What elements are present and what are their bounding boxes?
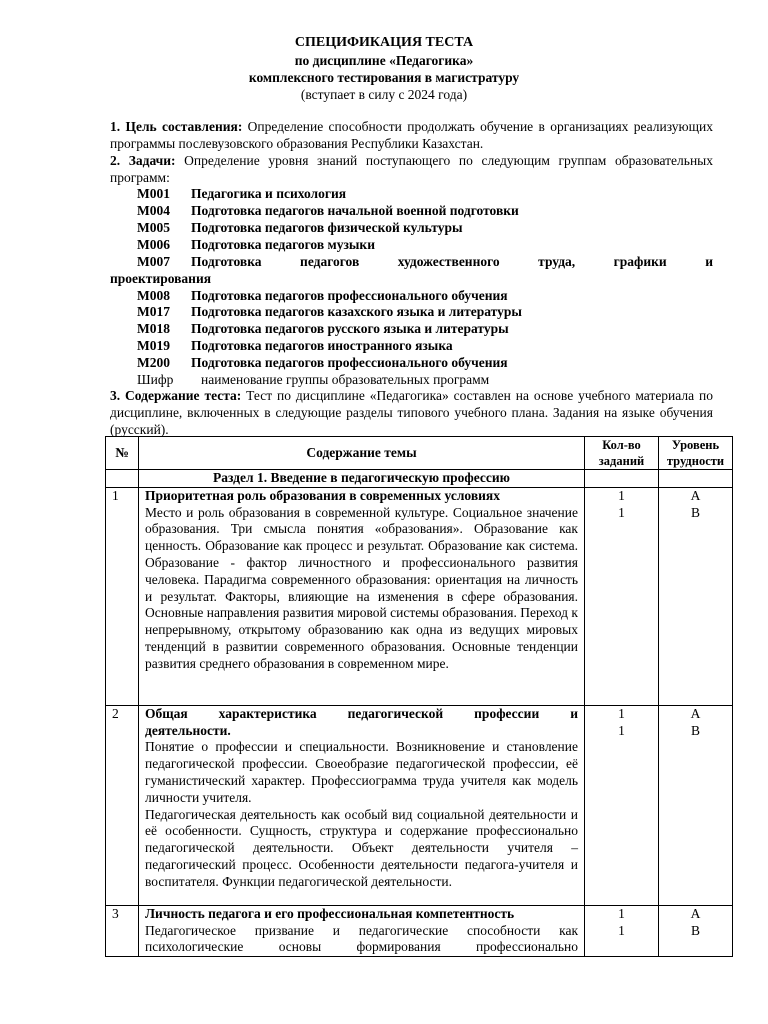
section-row: [106, 470, 733, 488]
content-label: 3. Содержание теста:: [110, 388, 242, 403]
topic-text: Педагогическая деятельность как особый вид социальной деятельности и её особенности. Сущность, структура и содержание профессионально педагогической деятельности. Объект деятельности учителя – педагогический процесс. Особенности деятельности педагога-учителя и воспитателя. Функции педагогической деятельности.: [145, 806, 578, 889]
specification-table: [105, 436, 733, 957]
document-subtitle-discipline: по дисциплине «Педагогика»: [294, 53, 474, 68]
header-num: №: [106, 437, 139, 470]
row-number: 1: [106, 487, 139, 705]
section-title: Раздел 1. Введение в педагогическую профессию: [139, 470, 585, 488]
goal-text: Определение способности продолжать обучение в организациях реализующих программы послевузовского образования Республики Казахстан.: [110, 119, 713, 151]
program-item: M004 Подготовка педагогов начальной военной подготовки: [137, 203, 519, 218]
row-number: 3: [106, 905, 139, 956]
goal-paragraph: [110, 119, 713, 153]
program-item: M017 Подготовка педагогов казахского языка и литературы: [137, 304, 522, 319]
header-topic: Содержание темы: [139, 437, 585, 470]
header-qty: Кол-во заданий: [585, 437, 659, 470]
program-item: M018 Подготовка педагогов русского языка и литературы: [137, 321, 509, 336]
header-level: Уровень трудности: [659, 437, 733, 470]
table-row: [106, 705, 733, 905]
document-subtitle-testing: комплексного тестирования в магистратуру: [248, 70, 520, 85]
row-level: A B: [659, 905, 733, 956]
topic-title: Личность педагога и его профессиональная компетентность: [145, 905, 515, 921]
row-level: A B: [659, 705, 733, 905]
program-item: M007 Подготовка педагогов художественного труда, графики и проектирования: [110, 254, 713, 286]
topic-title-cont: деятельности.: [145, 722, 231, 738]
program-item: M005 Подготовка педагогов физической культуры: [137, 220, 463, 235]
topic-text: Место и роль образования в современной культуре. Социальное значение образования. Три смысла понятия «образования». Образование как ценность. Образование как процесс и результат. Образование как система. Образование - фактор личностного и профессионального развития человека. Парадигма современного образования: ориентация на личность и результат. Факторы, влияющие на изменения в сфере образования. Основные направления развития мировой системы образования. Переход к непрерывному, открытому образованию как одна из ведущих мировых тенденций в развитии современного образования. Основные тенденции развития среднего образования в современном мире.: [145, 504, 578, 671]
row-level: A B: [659, 487, 733, 705]
goal-label: 1. Цель составления:: [110, 119, 243, 134]
cipher-legend: Шифр наименование группы образовательных программ: [137, 372, 490, 387]
program-item: M019 Подготовка педагогов иностранного языка: [137, 338, 453, 353]
row-topic: [139, 705, 585, 905]
content-paragraph: [110, 388, 713, 438]
topic-title: Приоритетная роль образования в современных условиях: [145, 487, 500, 503]
tasks-label: 2. Задачи:: [110, 153, 176, 168]
content-text: Тест по дисциплине «Педагогика» составлен на основе учебного материала по дисциплине, включенных в следующие разделы типового учебного плана. Задания на языке обучения (русский).: [110, 388, 713, 437]
row-qty: 1 1: [585, 705, 659, 905]
topic-title: Общая характеристика педагогической профессии и: [145, 705, 578, 721]
tasks-text: Определение уровня знаний поступающего по следующим группам образовательных программ:: [110, 153, 713, 185]
row-topic: [139, 487, 585, 705]
topic-text: Понятие о профессии и специальности. Возникновение и становление педагогической профессии. Своеобразие педагогической профессии, её гуманистический характер. Профессиограмма труда учителя как модель личности учителя.: [145, 739, 578, 805]
document-title: СПЕЦИФИКАЦИЯ ТЕСТА: [294, 35, 474, 50]
table-header-row: [106, 437, 733, 470]
document-subtitle-effective: (вступает в силу с 2024 года): [300, 87, 468, 102]
program-item: M001 Педагогика и психология: [137, 186, 347, 201]
program-item: M008 Подготовка педагогов профессионального обучения: [137, 288, 508, 303]
row-qty: 1 1: [585, 905, 659, 956]
row-qty: 1 1: [585, 487, 659, 705]
program-item: M200 Подготовка педагогов профессионального обучения: [137, 355, 508, 370]
tasks-paragraph: [110, 153, 713, 187]
table-row: [106, 905, 733, 956]
table-row: [106, 487, 733, 705]
row-topic: [139, 905, 585, 956]
topic-text: Педагогическое призвание и педагогические способности как психологические основы формирования профессионально: [145, 922, 578, 955]
program-item: M006 Подготовка педагогов музыки: [137, 237, 375, 252]
row-number: 2: [106, 705, 139, 905]
